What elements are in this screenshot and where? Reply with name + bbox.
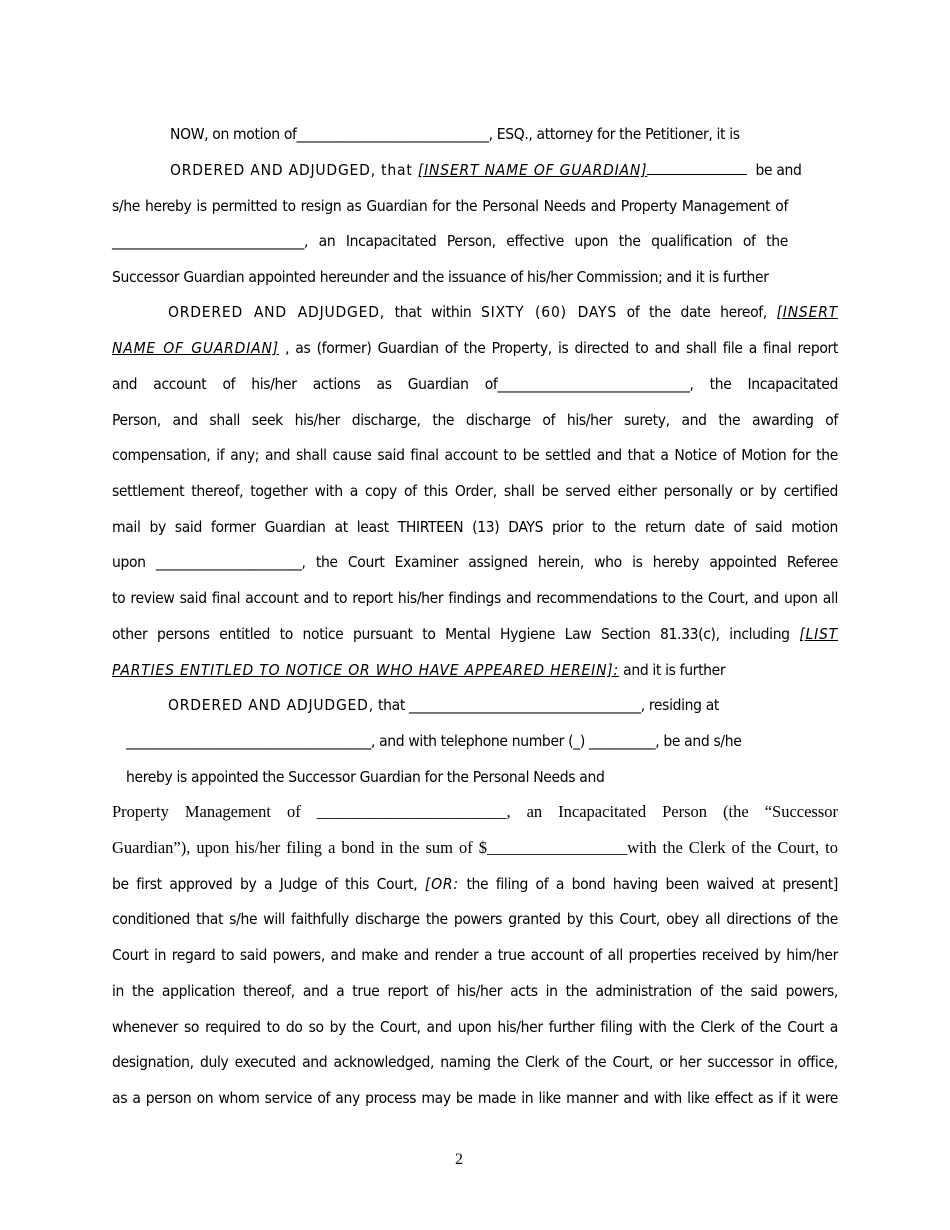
persons-entitled-text: other persons entitled to notice pursuant to Mental Hygiene Law Section 81.33(c), including [112,625,800,643]
judge-approval-text: be first approved by a Judge of this Court, [112,875,425,893]
motion-line [170,124,740,144]
sixty-days-text: SIXTY (60) DAYS [481,303,618,321]
be-and-text: be and [755,161,802,179]
successor-line-11: designation, duly executed and acknowledged, naming the Clerk of the Court, or her successor in office, [112,1053,838,1071]
final-report-line-2 [112,338,838,358]
successor-line-3: hereby is appointed the Successor Guardian for the Personal Needs and [126,768,605,786]
final-report-line-10 [112,624,838,644]
ordered-adjudged-text: ORDERED AND ADJUDGED, that [170,161,418,179]
insert-placeholder: [INSERT [776,303,838,321]
successor-line-4: Property Management of _______________________, an Incapacitated Person (the “Successor [112,802,838,821]
final-report-line-8: upon ______________________, the Court Examiner assigned herein, who is hereby appointed Referee [112,553,838,571]
final-report-line-6: settlement thereof, together with a copy of this Order, shall be served either personally or by certified [112,482,838,500]
parties-entitled-placeholder: PARTIES ENTITLED TO NOTICE OR WHO HAVE APPEARED HEREIN]: [112,661,620,679]
resign-order-line-3: _____________________________, an Incapacitated Person, effective upon the qualification of the [112,232,788,250]
successor-line-1 [168,695,719,715]
final-report-line-5: compensation, if any; and shall cause said final account to be settled and that a Notice of Motion for the [112,446,838,464]
within-text: that within [385,303,481,321]
guardian-name-blank [647,160,747,175]
final-report-line-9: to review said final account and to report his/her findings and recommendations to the Court, and upon all [112,589,838,607]
final-report-line-4: Person, and shall seek his/her discharge, the discharge of his/her surety, and the awarding of [112,411,838,429]
successor-line-8: Court in regard to said powers, and make and render a true account of all properties received by him/her [112,946,838,964]
resign-order-line-1 [170,160,802,180]
successor-line-9: in the application thereof, and a true report of his/her acts in the administration of the said powers, [112,982,838,1000]
successor-line-6 [112,874,838,894]
bond-waived-text: the filing of a bond having been waived at present] [458,875,838,893]
date-hereof-text: of the date hereof, [617,303,777,321]
successor-line-5: Guardian”), upon his/her filing a bond in the sum of $_________________with the Clerk of the Court, to [112,838,838,857]
list-placeholder: [LIST [799,625,838,643]
final-report-line-3: and account of his/her actions as Guardian of_____________________________, the Incapacitated [112,375,838,393]
successor-line-7: conditioned that s/he will faithfully discharge the powers granted by this Court, obey all directions of the [112,910,838,928]
successor-line-10: whenever so required to do so by the Court, and upon his/her further filing with the Clerk of the Court a [112,1018,838,1036]
final-report-line-11 [112,660,725,680]
successor-line-2: _____________________________________, and with telephone number (_) __________, be and s/he [126,732,742,750]
final-report-line-7: mail by said former Guardian at least THIRTEEN (13) DAYS prior to the return date of said motion [112,518,838,536]
motion-text: NOW, on motion of_____________________________, ESQ., attorney for the Petitioner, it is [170,125,740,143]
page-number: 2 [455,1151,463,1168]
former-guardian-text: , as (former) Guardian of the Property, is directed to and shall file a final report [278,339,839,357]
insert-guardian-placeholder: [INSERT NAME OF GUARDIAN] [417,161,648,179]
successor-line-12: as a person on whom service of any process may be made in like manner and with like effect as if it were [112,1089,838,1107]
resign-order-line-4: Successor Guardian appointed hereunder and the issuance of his/her Commission; and it is further [112,268,769,286]
and-it-is-further-text: and it is further [619,661,726,679]
final-report-line-1 [168,302,838,322]
ordered-adjudged-text: ORDERED AND ADJUDGED, [168,696,374,714]
resign-order-line-2: s/he hereby is permitted to resign as Guardian for the Personal Needs and Property Management of [112,197,788,215]
or-placeholder: [OR: [424,875,459,893]
ordered-adjudged-text: ORDERED AND ADJUDGED, [168,303,386,321]
guardian-name-placeholder: NAME OF GUARDIAN] [112,339,279,357]
residing-at-text: that ___________________________________, residing at [373,696,720,714]
